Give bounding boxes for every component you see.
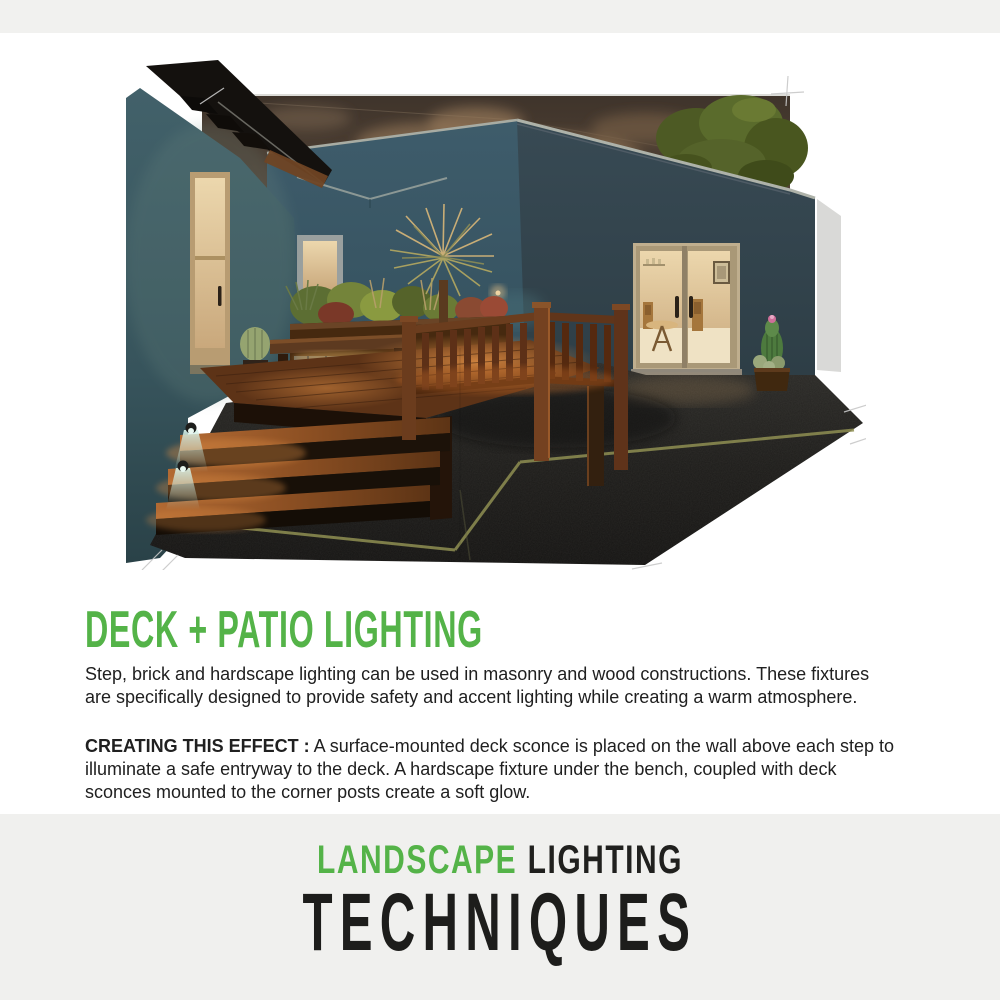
footer-title-row	[0, 877, 1000, 968]
footer-band	[0, 814, 1000, 1000]
brand-word-landscape: LANDSCAPE	[317, 838, 518, 882]
deck-patio-illustration	[126, 58, 866, 570]
effect-label: CREATING THIS EFFECT :	[85, 736, 310, 756]
section-title-row	[85, 601, 727, 659]
brand-line	[0, 840, 1000, 880]
effect-line-2: illuminate a safe entryway to the deck. A hardscape fixture under the bench, coupled with deck	[85, 759, 837, 779]
effect-paragraph	[85, 735, 985, 804]
footer-title: TECHNIQUES	[302, 877, 698, 968]
intro-line-2: are specifically designed to provide safety and accent lighting while creating a warm atmosphere.	[85, 687, 858, 707]
top-gray-band	[0, 0, 1000, 33]
effect-line-1-text: A surface-mounted deck sconce is placed on the wall above each step to	[309, 736, 895, 756]
intro-line-1: Step, brick and hardscape lighting can be used in masonry and wood constructions. These fixtures	[85, 664, 870, 684]
effect-line-1	[85, 735, 985, 758]
page-title: DECK + PATIO LIGHTING	[85, 601, 483, 659]
french-doors	[631, 243, 742, 375]
door-handle	[218, 286, 222, 306]
entry-door	[190, 172, 230, 374]
body-copy	[85, 663, 985, 804]
effect-line-3: sconces mounted to the corner posts create a soft glow.	[85, 782, 531, 802]
gray-wall-panel	[817, 199, 841, 372]
deck-support-post	[588, 386, 604, 486]
door-handle-left	[675, 296, 679, 318]
door-handle-right	[689, 296, 693, 318]
intro-paragraph	[85, 663, 985, 709]
brand-word-lighting: LIGHTING	[527, 838, 683, 882]
